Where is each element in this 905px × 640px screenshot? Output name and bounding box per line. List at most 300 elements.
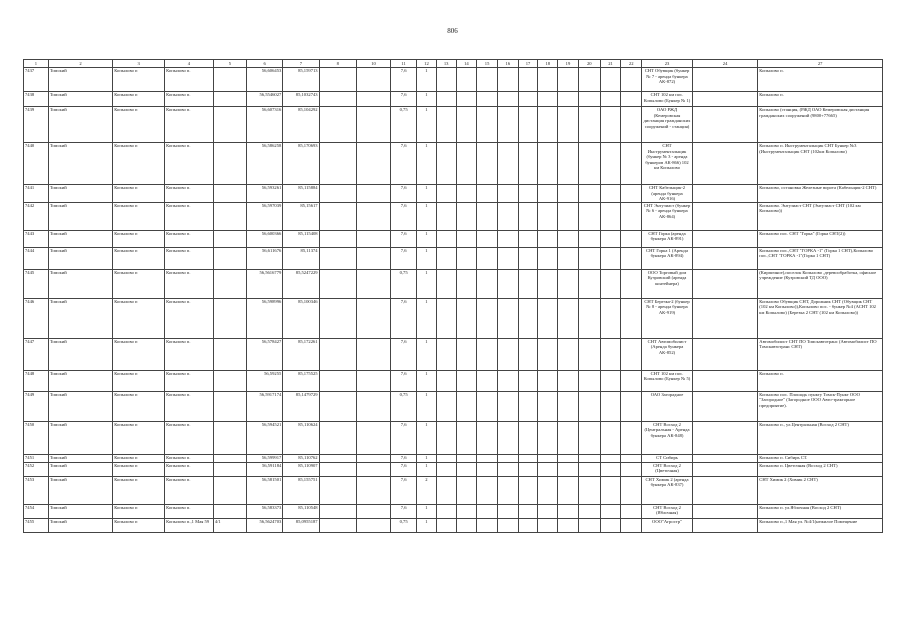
table-cell xyxy=(518,143,538,185)
table-cell: 1 xyxy=(417,107,437,143)
table-cell xyxy=(356,68,390,92)
table-cell xyxy=(692,185,757,203)
table-cell xyxy=(356,143,390,185)
table-cell xyxy=(436,338,456,370)
table-cell xyxy=(538,202,558,230)
table-cell: 1 xyxy=(417,143,437,185)
table-row xyxy=(24,107,883,143)
table-cell xyxy=(356,269,390,298)
table-cell xyxy=(319,230,356,247)
table-row xyxy=(24,247,883,269)
table-cell: 1 xyxy=(417,518,437,532)
table-cell xyxy=(518,454,538,462)
table-cell: СНТ Химик 2 (аренда бункера АК-837) xyxy=(642,476,693,504)
table-cell xyxy=(497,504,518,518)
table-cell: 1 xyxy=(417,338,437,370)
table-row xyxy=(24,454,883,462)
table-cell xyxy=(456,476,477,504)
table-cell xyxy=(477,202,498,230)
table-cell xyxy=(600,391,621,421)
table-cell xyxy=(600,247,621,269)
table-cell: Копылово п. xyxy=(165,298,214,338)
table-cell xyxy=(558,68,579,92)
table-cell xyxy=(319,68,356,92)
table-cell xyxy=(578,107,600,143)
table-cell xyxy=(319,370,356,391)
table-row xyxy=(24,143,883,185)
table-cell xyxy=(538,68,558,92)
table-row xyxy=(24,518,883,532)
table-cell: Томский xyxy=(48,92,112,107)
table-cell xyxy=(497,338,518,370)
table-cell: Копылово п. xyxy=(758,370,883,391)
table-row xyxy=(24,370,883,391)
table-cell: Копылово п. xyxy=(165,462,214,476)
table-cell: Копылово п xyxy=(113,143,165,185)
table-cell: 7,6 xyxy=(391,298,417,338)
table-cell xyxy=(692,462,757,476)
table-cell: 7438 xyxy=(24,92,49,107)
table-cell xyxy=(213,370,246,391)
table-cell xyxy=(538,107,558,143)
table-cell xyxy=(497,68,518,92)
table-cell xyxy=(319,202,356,230)
table-cell: 7,6 xyxy=(391,462,417,476)
table-cell: 56,607316 xyxy=(247,107,283,143)
table-cell xyxy=(621,504,642,518)
table-cell: Томский xyxy=(48,476,112,504)
table-cell xyxy=(692,298,757,338)
table-cell xyxy=(518,338,538,370)
table-row xyxy=(24,298,883,338)
table-cell xyxy=(356,92,390,107)
table-cell xyxy=(621,298,642,338)
table-cell xyxy=(578,518,600,532)
table-cell: 7447 xyxy=(24,338,49,370)
header-row xyxy=(24,60,883,68)
table-cell: 7443 xyxy=(24,230,49,247)
table-cell: 56,598996 xyxy=(247,298,283,338)
column-header: 14 xyxy=(456,60,477,68)
table-cell: 7446 xyxy=(24,298,49,338)
table-cell: Томский xyxy=(48,462,112,476)
table-cell: 7445 xyxy=(24,269,49,298)
table-cell xyxy=(356,462,390,476)
column-header: 13 xyxy=(436,60,456,68)
table-cell xyxy=(518,247,538,269)
table-cell xyxy=(436,185,456,203)
table-cell xyxy=(518,391,538,421)
table-cell: ОАО РЖД (Кемеровская дистанция гражданских сооружений - станция) xyxy=(642,107,693,143)
table-cell: Копылово п.,1 Мая 59 xyxy=(165,518,214,532)
table-cell xyxy=(356,454,390,462)
table-cell xyxy=(692,247,757,269)
table-cell: Копылово п xyxy=(113,338,165,370)
table-cell xyxy=(621,107,642,143)
table-cell xyxy=(518,298,538,338)
table-cell xyxy=(319,504,356,518)
table-cell: Копылово п xyxy=(113,462,165,476)
table-cell: Копылово п. xyxy=(165,107,214,143)
table-cell: СНТ Обувщик (бункер № 7 - аренда бункера АК-872) xyxy=(642,68,693,92)
table-cell: Томский xyxy=(48,338,112,370)
table-cell xyxy=(558,230,579,247)
table-cell xyxy=(692,338,757,370)
column-header: 18 xyxy=(538,60,558,68)
table-cell: 56,5624703 xyxy=(247,518,283,532)
table-cell: Копылово п. xyxy=(165,338,214,370)
table-cell xyxy=(558,92,579,107)
table-cell: ООО Торговый дом Кузровский (аренда контейнера) xyxy=(642,269,693,298)
table-cell: 7,6 xyxy=(391,202,417,230)
table-row xyxy=(24,202,883,230)
table-cell: 85,170693 xyxy=(283,143,319,185)
table-cell xyxy=(538,269,558,298)
table-cell: Копылово п xyxy=(113,202,165,230)
table-cell xyxy=(558,518,579,532)
table-cell: 7452 xyxy=(24,462,49,476)
table-cell xyxy=(436,370,456,391)
table-cell: Копылово п xyxy=(113,107,165,143)
table-cell: Копылово п. Цветочная (Восход 2 СНТ) xyxy=(758,462,883,476)
table-cell: 56,59255 xyxy=(247,370,283,391)
table-cell xyxy=(518,462,538,476)
table-cell xyxy=(578,143,600,185)
table-cell: Копылово п xyxy=(113,391,165,421)
column-header: 4 xyxy=(165,60,214,68)
table-cell xyxy=(356,298,390,338)
table-cell: СНТ Горка 1 (Аренда бункера АК-894) xyxy=(642,247,693,269)
table-cell: Копылово пос. Плошадь пункту Томск-Пункт ООО "Загородное" (Загородное ООО Авто-тракторное предприятие). xyxy=(758,391,883,421)
table-cell: Копылово п xyxy=(113,421,165,454)
table-cell xyxy=(436,298,456,338)
table-cell: Копылово, остановка Железные ворота (Кабельщик-2 СНТ) xyxy=(758,185,883,203)
column-header: 10 xyxy=(356,60,390,68)
table-cell: 1 xyxy=(417,92,437,107)
table-cell: Томский xyxy=(48,370,112,391)
table-cell xyxy=(558,185,579,203)
table-cell: Копылово п. xyxy=(165,370,214,391)
table-cell xyxy=(558,391,579,421)
table-cell: Копылово. Энтузиаст СНТ (Энтузиаст СНТ (102 км Копылово)) xyxy=(758,202,883,230)
table-cell xyxy=(692,107,757,143)
table-cell xyxy=(456,107,477,143)
table-cell xyxy=(319,247,356,269)
table-cell xyxy=(456,92,477,107)
table-cell: 85,5247229 xyxy=(283,269,319,298)
table-cell xyxy=(456,391,477,421)
table-cell xyxy=(477,68,498,92)
column-header: 3 xyxy=(113,60,165,68)
table-cell xyxy=(213,476,246,504)
table-cell xyxy=(578,92,600,107)
table-cell: Томский xyxy=(48,504,112,518)
table-cell: Томский xyxy=(48,107,112,143)
table-cell: Копылово п xyxy=(113,230,165,247)
table-cell xyxy=(456,370,477,391)
table-cell xyxy=(213,143,246,185)
table-cell xyxy=(477,92,498,107)
table-cell xyxy=(621,421,642,454)
table-cell: 56,606453 xyxy=(247,68,283,92)
table-cell: 56,578427 xyxy=(247,338,283,370)
table-cell: Томский xyxy=(48,269,112,298)
table-cell xyxy=(621,92,642,107)
table-cell: Копылово п. xyxy=(758,92,883,107)
table-cell xyxy=(456,518,477,532)
table-cell xyxy=(436,269,456,298)
table-cell: Автомобилист СНТ ПО Томскавтотранс (Автомобилист ПО Томскавтотранс СНТ) xyxy=(758,338,883,370)
table-cell: 56,586258 xyxy=(247,143,283,185)
table-cell: Копылово пос. СНТ "Горка" (Горка СНТ(2)) xyxy=(758,230,883,247)
table-cell xyxy=(213,269,246,298)
table-cell xyxy=(692,143,757,185)
column-header: 8 xyxy=(319,60,356,68)
table-cell: 1 xyxy=(417,391,437,421)
table-cell xyxy=(600,92,621,107)
table-row xyxy=(24,92,883,107)
table-cell xyxy=(436,107,456,143)
table-cell: Копылово п.,1 Мая ул. №4/1(нежилое Помещение xyxy=(758,518,883,532)
table-cell xyxy=(436,92,456,107)
table-cell: 7441 xyxy=(24,185,49,203)
table-cell xyxy=(538,391,558,421)
table-cell xyxy=(497,391,518,421)
table-cell xyxy=(436,68,456,92)
table-cell xyxy=(477,185,498,203)
table-cell xyxy=(578,185,600,203)
table-cell: Копылово п. xyxy=(165,143,214,185)
table-cell: 7444 xyxy=(24,247,49,269)
table-cell: Копылово п xyxy=(113,68,165,92)
table-cell: 7455 xyxy=(24,518,49,532)
table-cell xyxy=(621,391,642,421)
table-cell xyxy=(578,504,600,518)
table-cell xyxy=(578,68,600,92)
table-cell: Томский xyxy=(48,421,112,454)
table-cell xyxy=(621,269,642,298)
column-header: 23 xyxy=(642,60,693,68)
table-cell: Копылово (станция, (РЖД ОАО Кемеровская дистанция гражданских сооружений (9800+77665) xyxy=(758,107,883,143)
table-row xyxy=(24,476,883,504)
table-cell xyxy=(477,269,498,298)
table-cell xyxy=(477,391,498,421)
table-cell xyxy=(558,269,579,298)
table-cell xyxy=(518,476,538,504)
table-cell: Копылово п xyxy=(113,247,165,269)
table-cell xyxy=(692,92,757,107)
table-cell xyxy=(692,230,757,247)
column-header: 27 xyxy=(758,60,883,68)
table-cell xyxy=(213,454,246,462)
table-cell: Томский xyxy=(48,298,112,338)
table-cell xyxy=(578,298,600,338)
table-cell xyxy=(213,338,246,370)
table-cell: 1 xyxy=(417,421,437,454)
table-cell: 85,11374 xyxy=(283,247,319,269)
table-cell xyxy=(477,421,498,454)
table-cell xyxy=(600,476,621,504)
table-row xyxy=(24,338,883,370)
table-cell: 56,5616779 xyxy=(247,269,283,298)
table-cell xyxy=(538,476,558,504)
table-cell xyxy=(518,269,538,298)
table-cell xyxy=(456,454,477,462)
table-cell: 7,6 xyxy=(391,247,417,269)
table-cell: СТ Сибирь xyxy=(642,454,693,462)
table-cell xyxy=(319,391,356,421)
table-cell xyxy=(456,68,477,92)
table-cell xyxy=(497,202,518,230)
table-cell: Томский xyxy=(48,230,112,247)
table-cell xyxy=(578,370,600,391)
table-cell xyxy=(456,143,477,185)
table-cell: 7,6 xyxy=(391,143,417,185)
table-cell xyxy=(538,247,558,269)
table-cell: 0,75 xyxy=(391,269,417,298)
table-cell xyxy=(621,230,642,247)
column-header: 24 xyxy=(692,60,757,68)
table-cell: Копылово п. xyxy=(165,247,214,269)
table-cell: 56,600366 xyxy=(247,230,283,247)
table-cell: Томский xyxy=(48,454,112,462)
table-cell: 85,159713 xyxy=(283,68,319,92)
table-cell: Копылово п. xyxy=(165,230,214,247)
table-cell xyxy=(497,269,518,298)
column-header: 5 xyxy=(213,60,246,68)
table-row xyxy=(24,68,883,92)
column-header: 7 xyxy=(283,60,319,68)
table-cell xyxy=(213,185,246,203)
table-cell: Копылово п xyxy=(113,504,165,518)
table-cell xyxy=(692,454,757,462)
column-header: 16 xyxy=(497,60,518,68)
table-cell xyxy=(600,370,621,391)
table-cell: 85,110762 xyxy=(283,454,319,462)
table-cell xyxy=(600,185,621,203)
table-cell: Копылово п. Сибирь СТ. xyxy=(758,454,883,462)
table-cell xyxy=(497,230,518,247)
table-cell: 85,110624 xyxy=(283,421,319,454)
column-header: 21 xyxy=(600,60,621,68)
table-cell: 85,110548 xyxy=(283,504,319,518)
table-cell xyxy=(538,92,558,107)
table-cell: 7451 xyxy=(24,454,49,462)
table-cell: 1 xyxy=(417,68,437,92)
table-cell: 7448 xyxy=(24,370,49,391)
table-cell xyxy=(578,247,600,269)
table-cell xyxy=(213,230,246,247)
table-cell xyxy=(600,504,621,518)
table-cell xyxy=(477,504,498,518)
table-cell xyxy=(356,185,390,203)
table-cell xyxy=(213,421,246,454)
table-cell: Копылово п xyxy=(113,476,165,504)
table-cell xyxy=(456,504,477,518)
table-cell xyxy=(456,462,477,476)
table-row xyxy=(24,391,883,421)
table-cell: 7,6 xyxy=(391,421,417,454)
table-cell xyxy=(497,107,518,143)
table-cell xyxy=(213,247,246,269)
table-cell: Копылово п., ул.Центральная (Восход 2 СНТ) xyxy=(758,421,883,454)
table-cell xyxy=(436,476,456,504)
table-cell xyxy=(477,454,498,462)
table-cell: 1 xyxy=(417,230,437,247)
table-cell xyxy=(558,421,579,454)
table-cell xyxy=(319,518,356,532)
table-cell xyxy=(497,462,518,476)
column-header: 2 xyxy=(48,60,112,68)
table-cell: Томский xyxy=(48,247,112,269)
table-cell xyxy=(497,247,518,269)
table-cell xyxy=(558,370,579,391)
table-cell xyxy=(600,462,621,476)
table-cell xyxy=(319,462,356,476)
table-cell: Копылово п. xyxy=(165,391,214,421)
table-cell xyxy=(213,462,246,476)
table-cell xyxy=(436,462,456,476)
table-cell xyxy=(213,107,246,143)
table-cell xyxy=(518,202,538,230)
table-cell xyxy=(436,202,456,230)
table-cell xyxy=(692,202,757,230)
table-cell: Копылово п. xyxy=(165,68,214,92)
table-row xyxy=(24,421,883,454)
table-cell: 56,593261 xyxy=(247,185,283,203)
registry-table xyxy=(23,59,883,533)
table-cell: Копылово п xyxy=(113,298,165,338)
table-cell xyxy=(600,298,621,338)
table-cell: 0,75 xyxy=(391,518,417,532)
table-cell xyxy=(621,68,642,92)
table-cell: 56,599917 xyxy=(247,454,283,462)
table-cell xyxy=(558,107,579,143)
table-cell xyxy=(477,338,498,370)
table-cell: СНТ Кабельщик-2 (аренда бункера АК-916) xyxy=(642,185,693,203)
table-row xyxy=(24,230,883,247)
table-cell xyxy=(436,391,456,421)
table-cell xyxy=(600,454,621,462)
table-cell: 7450 xyxy=(24,421,49,454)
table-row xyxy=(24,462,883,476)
table-cell xyxy=(213,202,246,230)
table-cell xyxy=(213,68,246,92)
table-cell xyxy=(578,338,600,370)
table-cell xyxy=(621,143,642,185)
column-header: 15 xyxy=(477,60,498,68)
table-cell xyxy=(497,370,518,391)
table-cell xyxy=(436,454,456,462)
table-row xyxy=(24,185,883,203)
table-cell xyxy=(356,202,390,230)
table-cell: 1 xyxy=(417,454,437,462)
table-cell: 85,1032743 xyxy=(283,92,319,107)
table-cell xyxy=(319,454,356,462)
table-cell xyxy=(518,518,538,532)
table-cell xyxy=(621,338,642,370)
table-cell: 0,75 xyxy=(391,391,417,421)
table-cell: Копылово п. xyxy=(165,421,214,454)
column-header: 19 xyxy=(558,60,579,68)
table-cell xyxy=(538,504,558,518)
table-cell xyxy=(692,68,757,92)
table-cell xyxy=(692,518,757,532)
table-cell xyxy=(578,269,600,298)
table-cell xyxy=(621,476,642,504)
table-cell xyxy=(538,370,558,391)
table-cell xyxy=(497,185,518,203)
